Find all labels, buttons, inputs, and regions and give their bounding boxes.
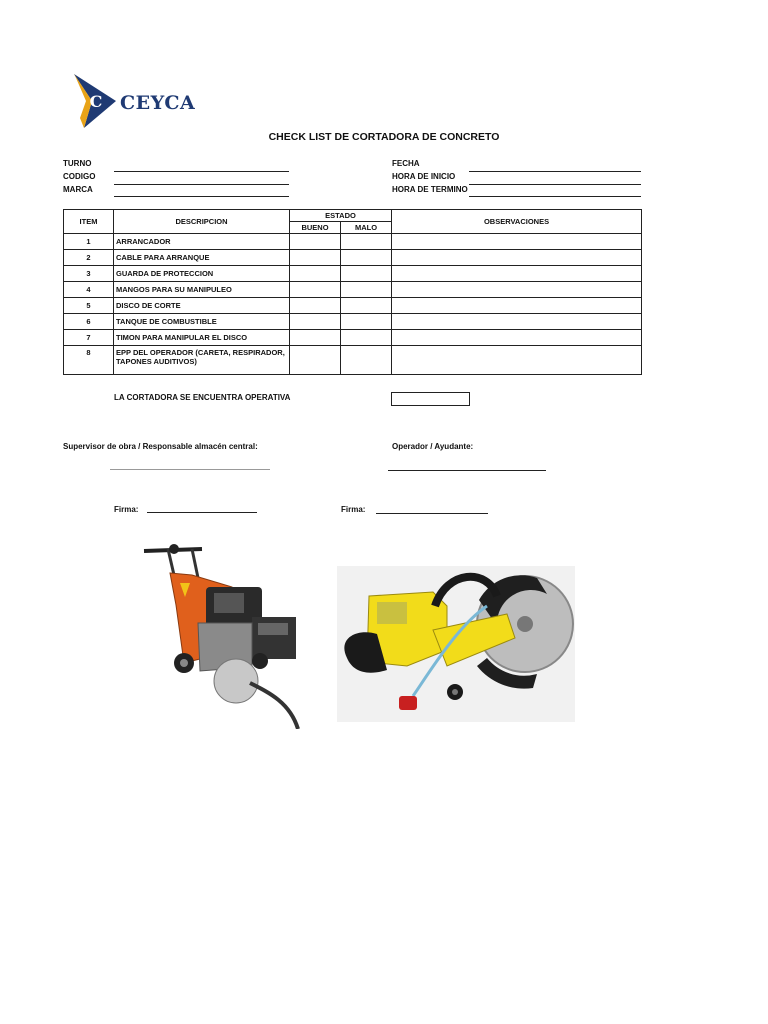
table-row — [64, 234, 642, 250]
row-descripcion: GUARDA DE PROTECCION — [114, 266, 290, 282]
observaciones-cell[interactable] — [392, 314, 642, 330]
field-hora-inicio-line[interactable] — [469, 184, 641, 185]
operativa-label: LA CORTADORA SE ENCUENTRA OPERATIVA — [114, 393, 291, 402]
field-hora-termino-line[interactable] — [469, 196, 641, 197]
malo-cell[interactable] — [341, 314, 392, 330]
logo-letter: C — [89, 92, 103, 111]
bueno-cell[interactable] — [290, 346, 341, 375]
row-item: 5 — [64, 298, 114, 314]
brand-name: CEYCA — [120, 92, 196, 114]
table-row — [64, 314, 642, 330]
observaciones-cell[interactable] — [392, 330, 642, 346]
observaciones-cell[interactable] — [392, 234, 642, 250]
table-row — [64, 250, 642, 266]
field-hora-termino-label: HORA DE TERMINO — [392, 185, 468, 194]
table-row — [64, 266, 642, 282]
table-row — [64, 330, 642, 346]
bueno-cell[interactable] — [290, 250, 341, 266]
row-descripcion: CABLE PARA ARRANQUE — [114, 250, 290, 266]
field-marca-label: MARCA — [63, 185, 93, 194]
firma-operador-label: Firma: — [341, 505, 366, 514]
ceyca-logo — [72, 74, 118, 128]
bueno-cell[interactable] — [290, 314, 341, 330]
field-turno-label: TURNO — [63, 159, 92, 168]
field-fecha-line[interactable] — [469, 171, 641, 172]
row-item: 4 — [64, 282, 114, 298]
bueno-cell[interactable] — [290, 282, 341, 298]
field-hora-inicio-label: HORA DE INICIO — [392, 172, 456, 181]
row-descripcion: TANQUE DE COMBUSTIBLE — [114, 314, 290, 330]
malo-cell[interactable] — [341, 266, 392, 282]
col-observaciones-header: OBSERVACIONES — [392, 210, 642, 234]
table-row — [64, 298, 642, 314]
walk-behind-saw-image — [140, 543, 308, 729]
firma-supervisor-line[interactable] — [147, 512, 257, 513]
row-item: 3 — [64, 266, 114, 282]
row-item: 2 — [64, 250, 114, 266]
operativa-box[interactable] — [391, 392, 470, 406]
col-descripcion-header: DESCRIPCION — [114, 210, 290, 234]
firma-operador-line[interactable] — [376, 513, 488, 514]
malo-cell[interactable] — [341, 298, 392, 314]
observaciones-cell[interactable] — [392, 298, 642, 314]
field-codigo-label: CODIGO — [63, 172, 96, 181]
bueno-cell[interactable] — [290, 234, 341, 250]
malo-cell[interactable] — [341, 234, 392, 250]
col-malo-header: MALO — [341, 222, 392, 234]
observaciones-cell[interactable] — [392, 282, 642, 298]
row-descripcion: MANGOS PARA SU MANIPULEO — [114, 282, 290, 298]
bueno-cell[interactable] — [290, 330, 341, 346]
row-item: 8 — [64, 346, 114, 375]
row-descripcion: TIMON PARA MANIPULAR EL DISCO — [114, 330, 290, 346]
checklist-table — [63, 209, 642, 375]
malo-cell[interactable] — [341, 250, 392, 266]
bueno-cell[interactable] — [290, 298, 341, 314]
operador-label: Operador / Ayudante: — [392, 442, 474, 451]
firma-supervisor-label: Firma: — [114, 505, 139, 514]
observaciones-cell[interactable] — [392, 346, 642, 375]
observaciones-cell[interactable] — [392, 250, 642, 266]
table-row — [64, 346, 642, 375]
field-codigo-line[interactable] — [114, 184, 289, 185]
col-estado-header: ESTADO — [290, 210, 392, 222]
row-descripcion: ARRANCADOR — [114, 234, 290, 250]
supervisor-name-line[interactable] — [110, 469, 270, 470]
malo-cell[interactable] — [341, 282, 392, 298]
bueno-cell[interactable] — [290, 266, 341, 282]
handheld-saw-image — [337, 566, 575, 722]
row-item: 6 — [64, 314, 114, 330]
observaciones-cell[interactable] — [392, 266, 642, 282]
row-item: 1 — [64, 234, 114, 250]
col-item-header: ITEM — [64, 210, 114, 234]
row-descripcion: EPP DEL OPERADOR (CARETA, RESPIRADOR, TAPONES AUDITIVOS) — [114, 346, 290, 375]
field-marca-line[interactable] — [114, 196, 289, 197]
table-row — [64, 282, 642, 298]
malo-cell[interactable] — [341, 346, 392, 375]
field-turno-line[interactable] — [114, 171, 289, 172]
col-bueno-header: BUENO — [290, 222, 341, 234]
row-descripcion: DISCO DE CORTE — [114, 298, 290, 314]
operador-name-line[interactable] — [388, 470, 546, 471]
supervisor-label: Supervisor de obra / Responsable almacén central: — [63, 442, 258, 451]
field-fecha-label: FECHA — [392, 159, 420, 168]
malo-cell[interactable] — [341, 330, 392, 346]
row-item: 7 — [64, 330, 114, 346]
page-title: CHECK LIST DE CORTADORA DE CONCRETO — [268, 131, 500, 143]
